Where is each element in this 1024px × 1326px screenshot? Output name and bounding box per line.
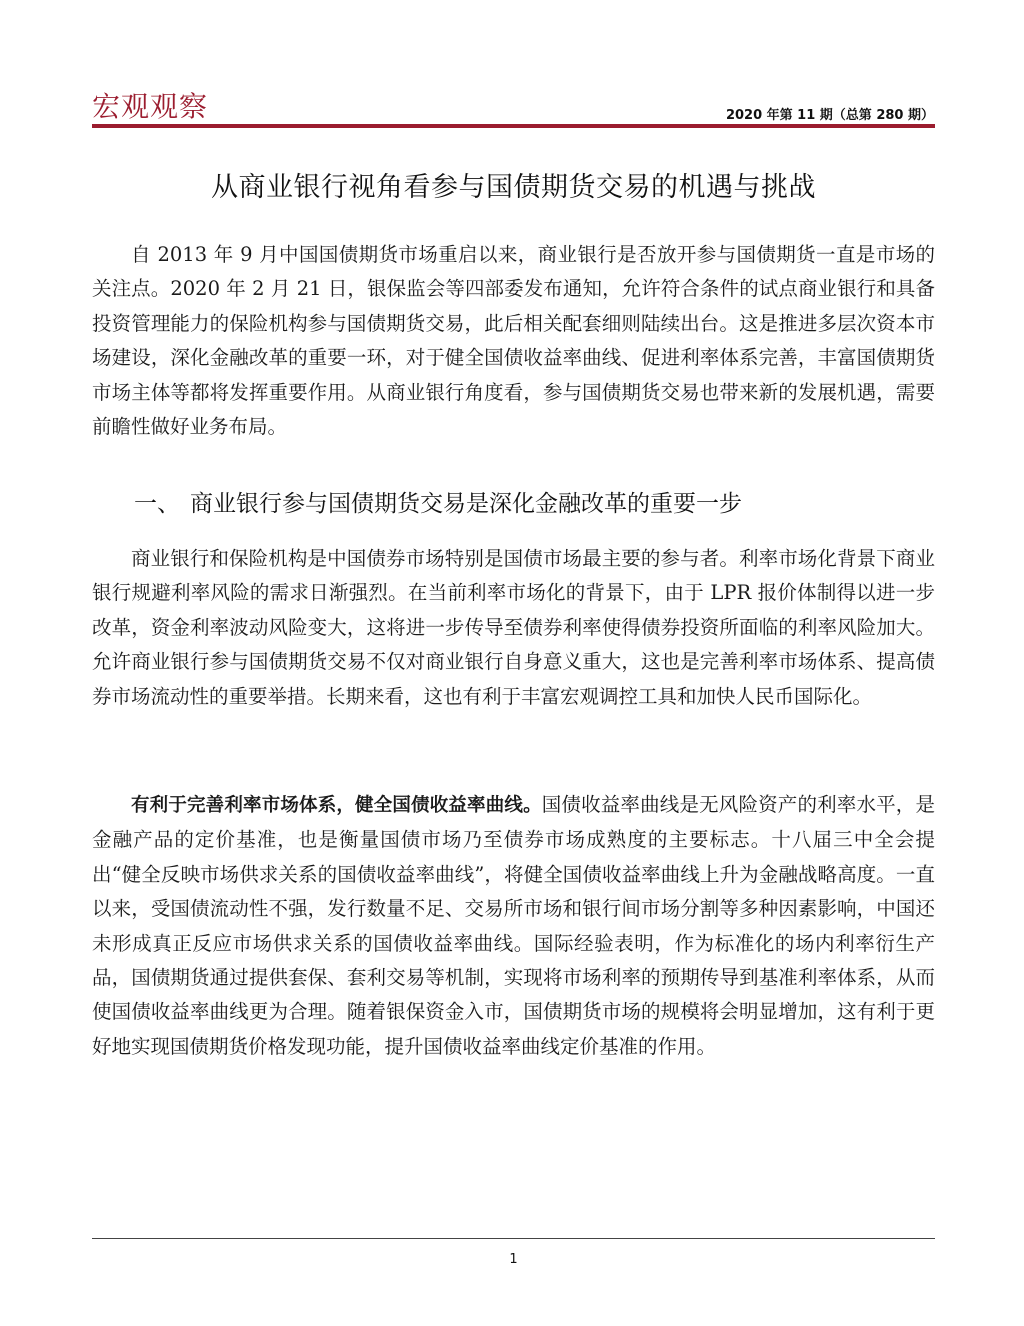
section-number: 一、 bbox=[134, 491, 180, 517]
issue-number: 2020 年第 11 期（总第 280 期） bbox=[725, 108, 934, 123]
paragraph-lead: 有利于完善利率市场体系，健全国债收益率曲线。 bbox=[131, 795, 542, 816]
page-title: 从商业银行视角看参与国债期货交易的机遇与挑战 bbox=[211, 172, 816, 203]
page-number: 1 bbox=[509, 1252, 518, 1267]
section-title: 商业银行参与国债期货交易是深化金融改革的重要一步 bbox=[190, 491, 742, 517]
header-divider bbox=[92, 124, 935, 128]
section-heading bbox=[92, 486, 935, 522]
footer-divider bbox=[92, 1238, 935, 1239]
publication-brand: 宏观观察 bbox=[92, 90, 209, 123]
intro-paragraph: 自 2013 年 9 月中国国债期货市场重启以来，商业银行是否放开参与国债期货一直是市场的关注点。2020 年 2 月 21 日，银保监会等四部委发布通知，允许符合条件的试点商业银行和具备投资管理能力的保险机构参与国债期货交易，此后相关配套细则陆续出台。这是推进多层次资本市场建设，深化金融改革的重要一环，对于健全国债收益率曲线、促进利率体系完善，丰富国债期货市场主体等都将发挥重要作用。从商业银行角度看，参与国债期货交易也带来新的发展机遇，需要前瞻性做好业务布局。 bbox=[92, 243, 935, 439]
body-paragraph: 商业银行和保险机构是中国债券市场特别是国债市场最主要的参与者。利率市场化背景下商业银行规避利率风险的需求日渐强烈。在当前利率市场化的背景下，由于 LPR 报价体制得以进一步改革，资金利率波动风险变大，这将进一步传导至债券利率使得债券投资所面临的利率风险加大。允许商业银行参与国债期货交易不仅对商业银行自身意义重大，这也是完善利率市场体系、提高债券市场流动性的重要举措。长期来看，这也有利于丰富宏观调控工具和加快人民币国际化。 bbox=[92, 547, 935, 708]
paragraph-body: 国债收益率曲线是无风险资产的利率水平，是金融产品的定价基准，也是衡量国债市场乃至债券市场成熟度的主要标志。十八届三中全会提出“健全反映市场供求关系的国债收益率曲线”，将健全国债收益率曲线上升为金融战略高度。一直以来，受国债流动性不强，发行数量不足、交易所市场和银行间市场分割等多种因素影响，中国还未形成真正反应市场供求关系的国债收益率曲线。国际经验表明，作为标准化的场内利率衍生产品，国债期货通过提供套保、套利交易等机制，实现将市场利率的预期传导到基准利率体系，从而使国债收益率曲线更为合理。随着银保资金入市，国债期货市场的规模将会明显增加，这有利于更好地实现国债期货价格发现功能，提升国债收益率曲线定价基准的作用。 bbox=[92, 793, 935, 1058]
body-paragraph-with-lead bbox=[92, 788, 935, 1064]
